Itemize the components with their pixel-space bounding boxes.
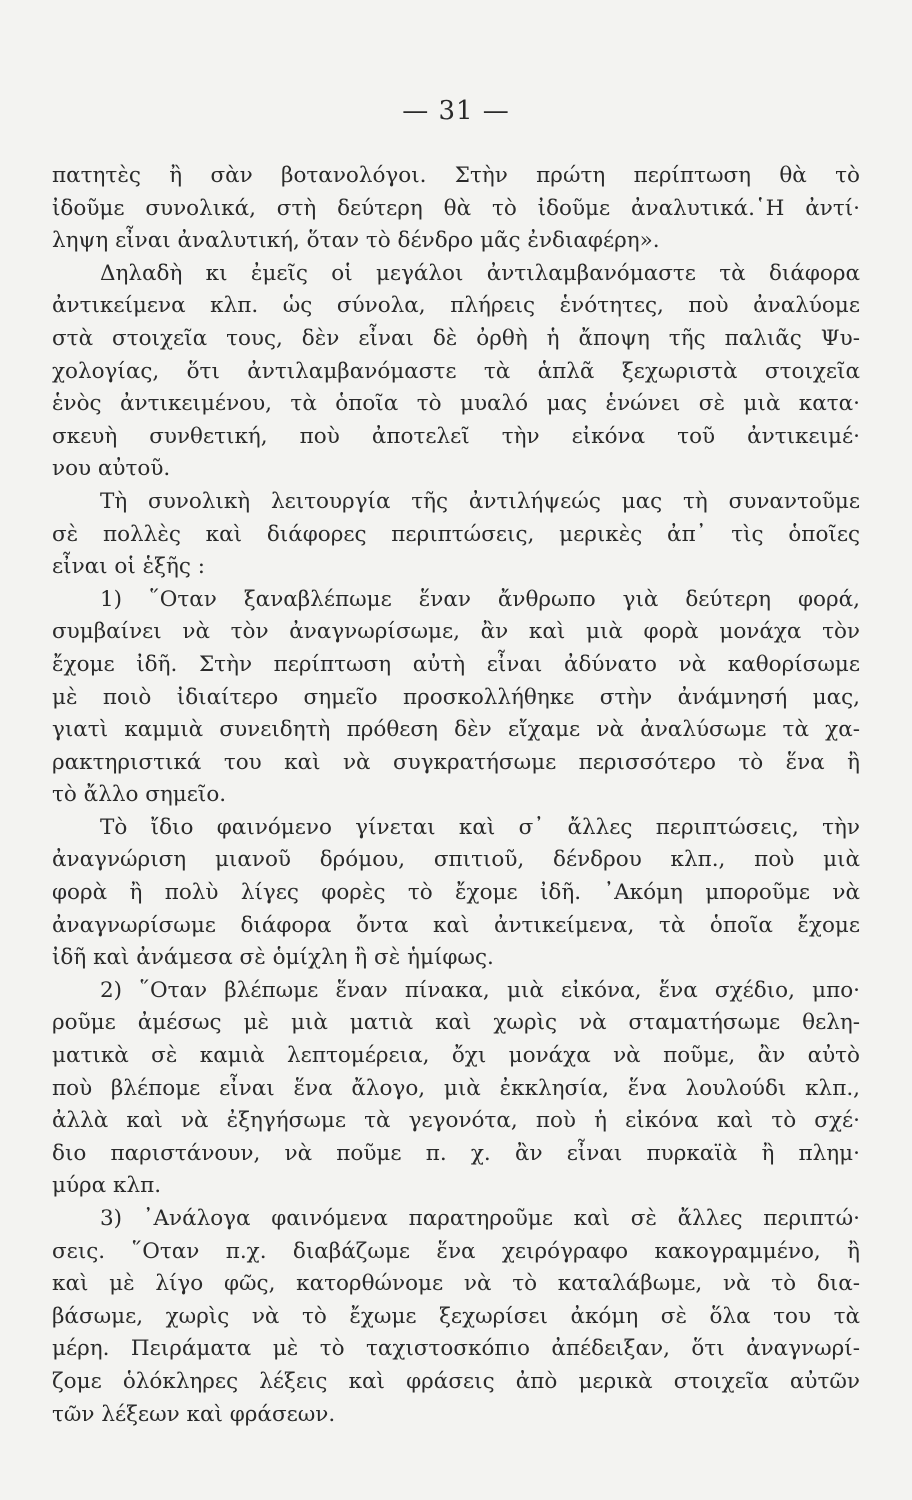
body-text: [52, 160, 860, 1431]
text-line: τῶν λέξεων καὶ φράσεων.: [52, 1401, 336, 1427]
text-line: ἰδῆ καὶ ἀνάμεσα σὲ ὁμίχλη ἢ σὲ ἡμίφως.: [52, 945, 494, 971]
text-line: τὸ ἄλλο σημεῖο.: [52, 782, 227, 808]
text-line: νου αὐτοῦ.: [52, 456, 171, 482]
text-line: σκευὴ συνθετική, ποὺ ἀποτελεῖ τὴν εἰκόνα τοῦ ἀντικειμέ·: [52, 423, 860, 449]
text-line: 2) ῞Οταν βλέπωμε ἕναν πίνακα, μιὰ εἰκόνα, ἕνα σχέδιο, μπο·: [100, 977, 860, 1003]
text-line: ἀντικείμενα κλπ. ὡς σύνολα, πλήρεις ἑνότητες, ποὺ ἀναλύομε: [52, 293, 860, 319]
text-line: ληψη εἶναι ἀναλυτική, ὅταν τὸ δένδρο μᾶς ἐνδιαφέρη».: [52, 228, 660, 254]
text-line: σεις. ῞Οταν π.χ. διαβάζωμε ἕνα χειρόγραφο κακογραμμένο, ἢ: [52, 1238, 860, 1264]
text-line: Τὴ συνολικὴ λειτουργία τῆς ἀντιλήψεώς μας τὴ συναντοῦμε: [100, 488, 860, 514]
text-line: ἀναγνώριση μιανοῦ δρόμου, σπιτιοῦ, δένδρου κλπ., ποὺ μιὰ: [52, 847, 860, 873]
text-line: ποὺ βλέπομε εἶναι ἕνα ἄλογο, μιὰ ἐκκλησία, ἕνα λουλούδι κλπ.,: [52, 1075, 860, 1101]
text-line: διο παριστάνουν, νὰ ποῦμε π. χ. ἂν εἶναι πυρκαϊὰ ἢ πλημ·: [52, 1140, 860, 1166]
text-line: γιατὶ καμμιὰ συνειδητὴ πρόθεση δὲν εἴχαμε νὰ ἀναλύσωμε τὰ χα-: [52, 717, 860, 743]
text-line: ματικὰ σὲ καμιὰ λεπτομέρεια, ὄχι μονάχα νὰ ποῦμε, ἂν αὐτὸ: [52, 1043, 860, 1069]
text-line: ἀλλὰ καὶ νὰ ἐξηγήσωμε τὰ γεγονότα, ποὺ ἡ εἰκόνα καὶ τὸ σχέ·: [52, 1108, 860, 1134]
text-line: φορὰ ἢ πολὺ λίγες φορὲς τὸ ἔχομε ἰδῆ. ᾿Ακόμη μποροῦμε νὰ: [52, 880, 860, 906]
text-line: συμβαίνει νὰ τὸν ἀναγνωρίσωμε, ἂν καὶ μιὰ φορὰ μονάχα τὸν: [52, 619, 860, 645]
text-line: πατητὲς ἢ σὰν βοτανολόγοι. Στὴν πρώτη περίπτωση θὰ τὸ: [52, 163, 860, 188]
text-line: χολογίας, ὅτι ἀντιλαμβανόμαστε τὰ ἁπλᾶ ξεχωριστὰ στοιχεῖα: [52, 358, 860, 384]
text-line: μύρα κλπ.: [52, 1173, 162, 1199]
text-line: ἀναγνωρίσωμε διάφορα ὄντα καὶ ἀντικείμενα, τὰ ὁποῖα ἔχομε: [52, 912, 860, 938]
text-line: ἔχομε ἰδῆ. Στὴν περίπτωση αὐτὴ εἶναι ἀδύνατο νὰ καθορίσωμε: [52, 651, 860, 677]
text-line: καὶ μὲ λίγο φῶς, κατορθώνομε νὰ τὸ καταλάβωμε, νὰ τὸ δια-: [52, 1271, 860, 1297]
text-line: ρακτηριστικά του καὶ νὰ συγκρατήσωμε περισσότερο τὸ ἕνα ἢ: [52, 749, 860, 775]
text-line: 3) ᾿Ανάλογα φαινόμενα παρατηροῦμε καὶ σὲ ἄλλες περιπτώ·: [100, 1206, 860, 1231]
page-number: — 31 —: [402, 96, 510, 126]
text-line: ζομε ὁλόκληρες λέξεις καὶ φράσεις ἀπὸ μερικὰ στοιχεῖα αὐτῶν: [52, 1368, 860, 1394]
text-line: ἑνὸς ἀντικειμένου, τὰ ὁποῖα τὸ μυαλό μας ἑνώνει σὲ μιὰ κατα·: [52, 391, 860, 417]
text-line: σὲ πολλὲς καὶ διάφορες περιπτώσεις, μερικὲς ἀπ᾽ τὶς ὁποῖες: [52, 521, 860, 547]
text-line: εἶναι οἱ ἑξῆς :: [52, 554, 206, 580]
text-line: στὰ στοιχεῖα τους, δὲν εἶναι δὲ ὀρθὴ ἡ ἄποψη τῆς παλιᾶς Ψυ-: [52, 325, 860, 351]
text-line: 1) ῞Οταν ξαναβλέπωμε ἕναν ἄνθρωπο γιὰ δεύτερη φορά,: [100, 586, 860, 612]
text-line: μέρη. Πειράματα μὲ τὸ ταχιστοσκόπιο ἀπέδειξαν, ὅτι ἀναγνωρί-: [52, 1336, 860, 1362]
text-line: Δηλαδὴ κι ἐμεῖς οἱ μεγάλοι ἀντιλαμβανόμαστε τὰ διάφορα: [100, 260, 860, 286]
text-line: Τὸ ἴδιο φαινόμενο γίνεται καὶ σ᾽ ἄλλες περιπτώσεις, τὴν: [100, 814, 860, 840]
text-line: βάσωμε, χωρὶς νὰ τὸ ἔχωμε ξεχωρίσει ἀκόμη σὲ ὅλα του τὰ: [52, 1303, 860, 1329]
text-line: ροῦμε ἀμέσως μὲ μιὰ ματιὰ καὶ χωρὶς νὰ σταματήσωμε θελη-: [52, 1010, 860, 1036]
text-line: ἰδοῦμε συνολικά, στὴ δεύτερη θὰ τὸ ἰδοῦμε ἀναλυτικά.῾Η ἀντί·: [52, 195, 860, 221]
text-line: μὲ ποιὸ ἰδιαίτερο σημεῖο προσκολλήθηκε στὴν ἀνάμνησή μας,: [52, 684, 860, 710]
